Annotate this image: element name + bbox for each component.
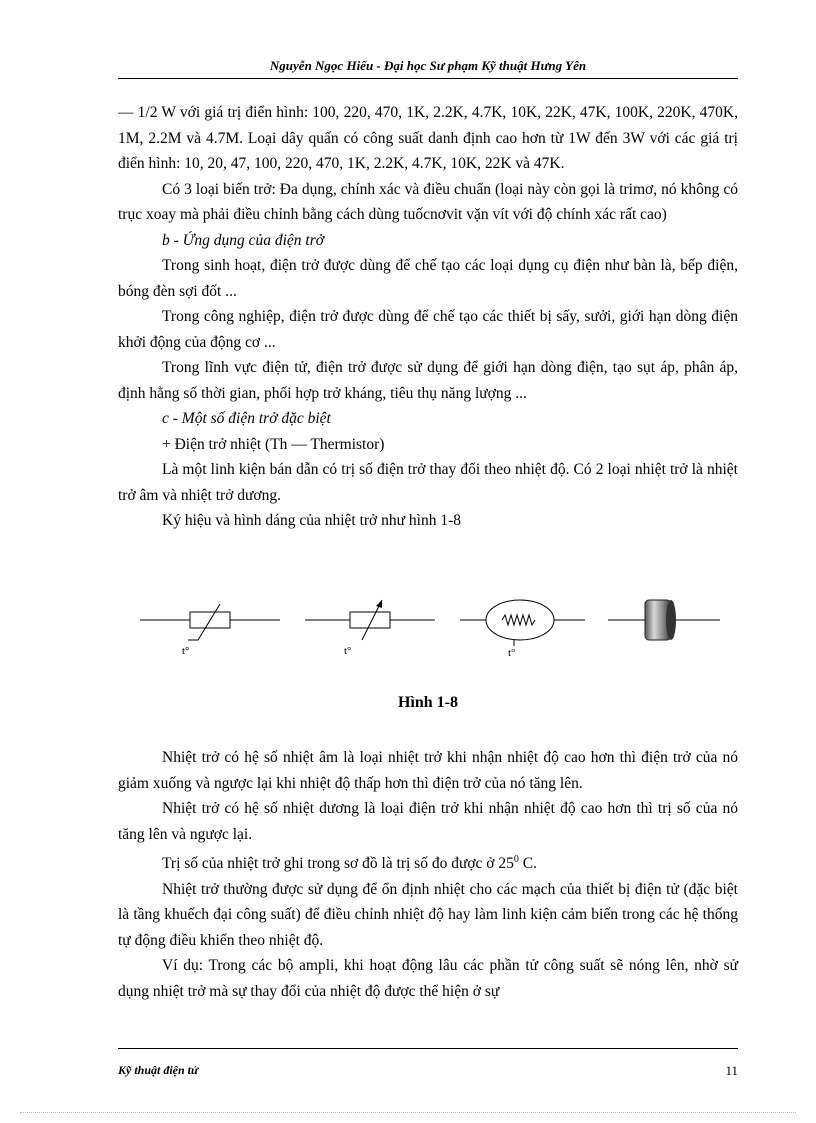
footer-rule xyxy=(118,1048,738,1049)
text-span: C. xyxy=(518,855,537,873)
section-heading: c - Một số điện trở đặc biệt xyxy=(162,410,331,427)
paragraph xyxy=(118,847,738,877)
header-rule xyxy=(118,78,738,79)
page-number: 11 xyxy=(725,1063,738,1078)
footer-title: Kỹ thuật điện tử xyxy=(118,1063,199,1077)
body-text-top xyxy=(118,100,738,534)
paragraph: Nhiệt trở thường được sử dụng để ổn định nhiệt cho các mạch của thiết bị điện tử (đặc biệt là tầng khuếch đại công suất) để điều chỉnh nhiệt độ hay làm linh kiện cảm biến trong các hệ thống tự động điều khiển theo nhiệt độ. xyxy=(118,880,738,949)
paragraph: Trong công nghiệp, điện trở được dùng để chế tạo các thiết bị sấy, sưởi, giới hạn dòng điện khởi động của động cơ ... xyxy=(118,308,738,351)
paragraph: Có 3 loại biến trở: Đa dụng, chính xác và điều chuẩn (loại này còn gọi là trimơ, nó không có trục xoay mà phải điều chỉnh bằng cách dùng tuốcnơvit vặn vít với độ chính xác rất cao) xyxy=(118,180,738,223)
section-heading: b - Ứng dụng của điện trở xyxy=(162,231,325,249)
temperature-label: t° xyxy=(182,645,190,657)
page-header: Nguyễn Ngọc Hiếu - Đại học Sư phạm Kỹ thuật Hưng Yên xyxy=(269,58,587,73)
thermistor-symbol-2 xyxy=(305,600,435,657)
superscript: 0 xyxy=(513,854,519,865)
paragraph: Nhiệt trở có hệ số nhiệt âm là loại nhiệt trở khi nhận nhiệt độ cao hơn thì điện trở của nó giảm xuống và ngược lại khi nhiệt độ thấp hơn thì điện trở của nó tăng lên. xyxy=(118,749,738,792)
paragraph: Ví dụ: Trong các bộ ampli, khi hoạt động lâu các phần tử công suất sẽ nóng lên, nhờ sử dụng nhiệt trở mà sự thay đổi của nhiệt độ được thể hiện ở sự xyxy=(118,957,738,1000)
paragraph: Trong sinh hoạt, điện trở được dùng để chế tạo các loại dụng cụ điện như bàn là, bếp điện, bóng đèn sợi đốt ... xyxy=(118,257,738,300)
thermistor-symbol-1 xyxy=(140,604,280,657)
subsection-heading: + Điện trở nhiệt (Th — Thermistor) xyxy=(162,435,385,453)
text-span: Trị số của nhiệt trở ghi trong sơ đồ là trị số đo được ở 25 xyxy=(162,855,514,873)
body-text-bottom xyxy=(118,745,738,1004)
temperature-label: t° xyxy=(508,647,516,659)
paragraph: — 1/2 W với giá trị điển hình: 100, 220, 470, 1K, 2.2K, 4.7K, 10K, 22K, 47K, 100K, 220K, 470K, 1M, 2.2M và 4.7M. Loại dây quấn có công suất danh định cao hơn từ 1W đến 3W với các giá trị điển hình: 10, 20, 47, 100, 220, 470, 1K, 2.2K, 4.7K, 10K, 22K và 47K. xyxy=(118,104,738,172)
temperature-label: t° xyxy=(344,645,352,657)
thermistor-body-photo xyxy=(608,600,720,640)
thermistor-figure xyxy=(130,588,730,668)
thermistor-symbol-3 xyxy=(460,600,585,659)
paragraph: Ký hiệu và hình dáng của nhiệt trở như hình 1-8 xyxy=(162,512,461,529)
figure-caption: Hình 1-8 xyxy=(397,694,458,711)
paragraph: Là một linh kiện bán dẫn có trị số điện trở thay đổi theo nhiệt độ. Có 2 loại nhiệt trở là nhiệt trở âm và nhiệt trở dương. xyxy=(118,461,738,504)
paragraph: Nhiệt trở có hệ số nhiệt dương là loại điện trở khi nhận nhiệt độ cao hơn thì trị số của nó tăng lên và ngược lại. xyxy=(118,800,738,843)
paragraph: Trong lĩnh vực điện tử, điện trở được sử dụng để giới hạn dòng điện, tạo sụt áp, phân áp, định hằng số thời gian, phối hợp trở kháng, tiêu thụ năng lượng ... xyxy=(118,359,738,402)
page-edge-dots xyxy=(20,1112,796,1113)
